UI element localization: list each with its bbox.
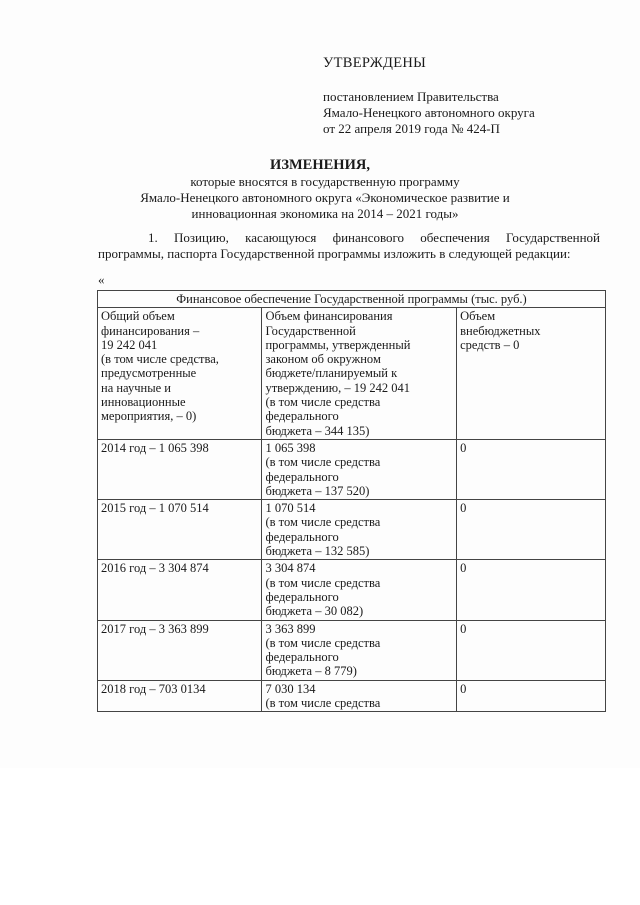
paragraph-text: 1. Позицию, касающуюся финансового обеспечения Государственной программы, паспорта Государственной программы изложить в следующей редакции: — [98, 230, 600, 261]
amount-cell: 3 304 874 (в том числе средства федерального бюджета – 30 082) — [262, 560, 457, 620]
amount-cell: 1 065 398 (в том числе средства федерального бюджета – 137 520) — [262, 439, 457, 499]
extrabudget-cell: Объем внебюджетных средств – 0 — [457, 308, 606, 440]
year-cell: 2015 год – 1 070 514 — [98, 500, 262, 560]
opening-quote: « — [98, 272, 105, 287]
table-header-row — [98, 308, 606, 440]
table-row — [98, 500, 606, 560]
table-caption: Финансовое обеспечение Государственной программы (тыс. руб.) — [98, 291, 606, 308]
subtitle-line: Ямало-Ненецкого автономного округа «Экономическое развитие и — [140, 190, 510, 205]
year-cell: 2017 год – 3 363 899 — [98, 620, 262, 680]
approved-heading: УТВЕРЖДЕНЫ — [323, 55, 427, 71]
extra-cell: 0 — [457, 680, 606, 712]
amount-cell: 3 363 899 (в том числе средства федерального бюджета – 8 779) — [262, 620, 457, 680]
total-financing-cell: Общий объем финансирования – 19 242 041 (в том числе средства, предусмотренные на научные и инновационные мероприятия, – 0) — [98, 308, 262, 440]
subtitle-line: которые вносятся в государственную программу — [190, 174, 460, 189]
amount-cell: 1 070 514 (в том числе средства федерального бюджета – 132 585) — [262, 500, 457, 560]
table-caption-row — [98, 291, 606, 308]
financing-table — [97, 290, 606, 712]
paragraph-1 — [98, 230, 600, 262]
table-row — [98, 620, 606, 680]
program-financing-cell: Объем финансирования Государственной программы, утвержденный законом об окружном бюджете/планируемый к утверждению, – 19 242 041 (в том числе средства федерального бюджета – 344 135) — [262, 308, 457, 440]
document-title: ИЗМЕНЕНИЯ, — [270, 157, 370, 173]
year-cell: 2014 год – 1 065 398 — [98, 439, 262, 499]
extra-cell: 0 — [457, 439, 606, 499]
year-cell: 2018 год – 703 0134 — [98, 680, 262, 712]
approval-details — [323, 89, 535, 137]
extra-cell: 0 — [457, 620, 606, 680]
extra-cell: 0 — [457, 500, 606, 560]
approval-line: от 22 апреля 2019 года № 424-П — [323, 121, 500, 136]
subtitle-line: инновационная экономика на 2014 – 2021 годы» — [191, 206, 459, 221]
extra-cell: 0 — [457, 560, 606, 620]
table-row — [98, 439, 606, 499]
amount-cell: 7 030 134 (в том числе средства — [262, 680, 457, 712]
table-row — [98, 680, 606, 712]
document-subtitle — [90, 174, 560, 222]
table-row — [98, 560, 606, 620]
approval-line: постановлением Правительства — [323, 89, 499, 104]
approval-line: Ямало-Ненецкого автономного округа — [323, 105, 535, 120]
year-cell: 2016 год – 3 304 874 — [98, 560, 262, 620]
